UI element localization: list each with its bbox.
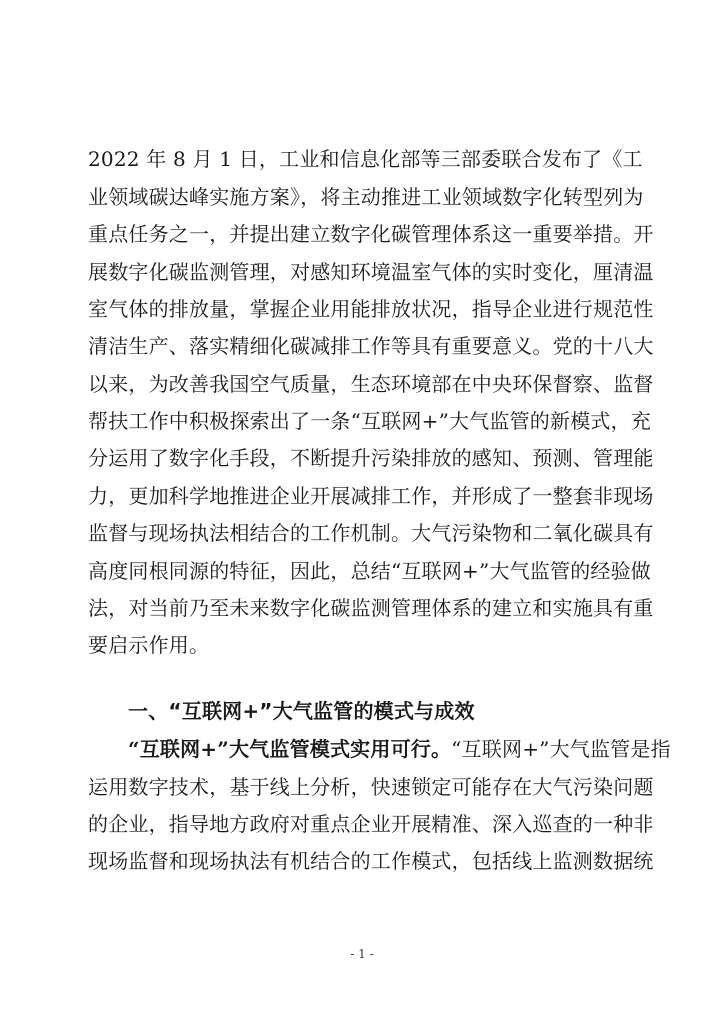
paragraph-line: 现场监督和现场执法有机结合的工作模式，包括线上监测数据统 xyxy=(88,849,654,873)
paragraph-line: 以来，为改善我国空气质量，生态环境部在中央环保督察、监督 xyxy=(88,372,654,396)
paragraph-line: 室气体的排放量，掌握企业用能排放状况，指导企业进行规范性 xyxy=(88,297,654,321)
section-heading: 一、“互联网+”大气监管的模式与成效 xyxy=(128,699,475,723)
paragraph-line: 运用数字技术，基于线上分析，快速锁定可能存在大气污染问题 xyxy=(88,775,654,799)
paragraph-line: 监督与现场执法相结合的工作机制。大气污染物和二氧化碳具有 xyxy=(88,521,654,545)
paragraph-line: 要启示作用。 xyxy=(88,633,210,657)
page-number: - 1 - xyxy=(350,947,374,961)
paragraph-line: 2022 年 8 月 1 日，工业和信息化部等三部委联合发布了《工 xyxy=(88,147,643,171)
paragraph-lead-rest: “互联网+”大气监管是指 xyxy=(451,737,671,761)
paragraph-line: 法，对当前乃至未来数字化碳监测管理体系的建立和实施具有重 xyxy=(88,596,654,620)
paragraph-line: 重点任务之一，并提出建立数字化碳管理体系这一重要举措。开 xyxy=(88,222,654,246)
paragraph-line: 的企业，指导地方政府对重点企业开展精准、深入巡查的一种非 xyxy=(88,812,654,836)
paragraph-lead-bold: “互联网+”大气监管模式实用可行。 xyxy=(128,737,452,761)
paragraph-line: 展数字化碳监测管理，对感知环境温室气体的实时变化，厘清温 xyxy=(88,260,654,284)
paragraph-line-first xyxy=(128,734,671,764)
paragraph-line: 业领域碳达峰实施方案》，将主动推进工业领域数字化转型列为 xyxy=(88,185,644,209)
paragraph-line: 分运用了数字化手段，不断提升污染排放的感知、预测、管理能 xyxy=(88,446,654,470)
paragraph-line: 帮扶工作中积极探索出了一条“互联网+”大气监管的新模式，充 xyxy=(88,409,652,433)
paragraph-line: 清洁生产、落实精细化碳减排工作等具有重要意义。党的十八大 xyxy=(88,334,654,358)
paragraph-line: 高度同根同源的特征，因此，总结“互联网+”大气监管的经验做 xyxy=(88,559,652,583)
paragraph-line: 力，更加科学地推进企业开展减排工作，并形成了一整套非现场 xyxy=(88,484,654,508)
